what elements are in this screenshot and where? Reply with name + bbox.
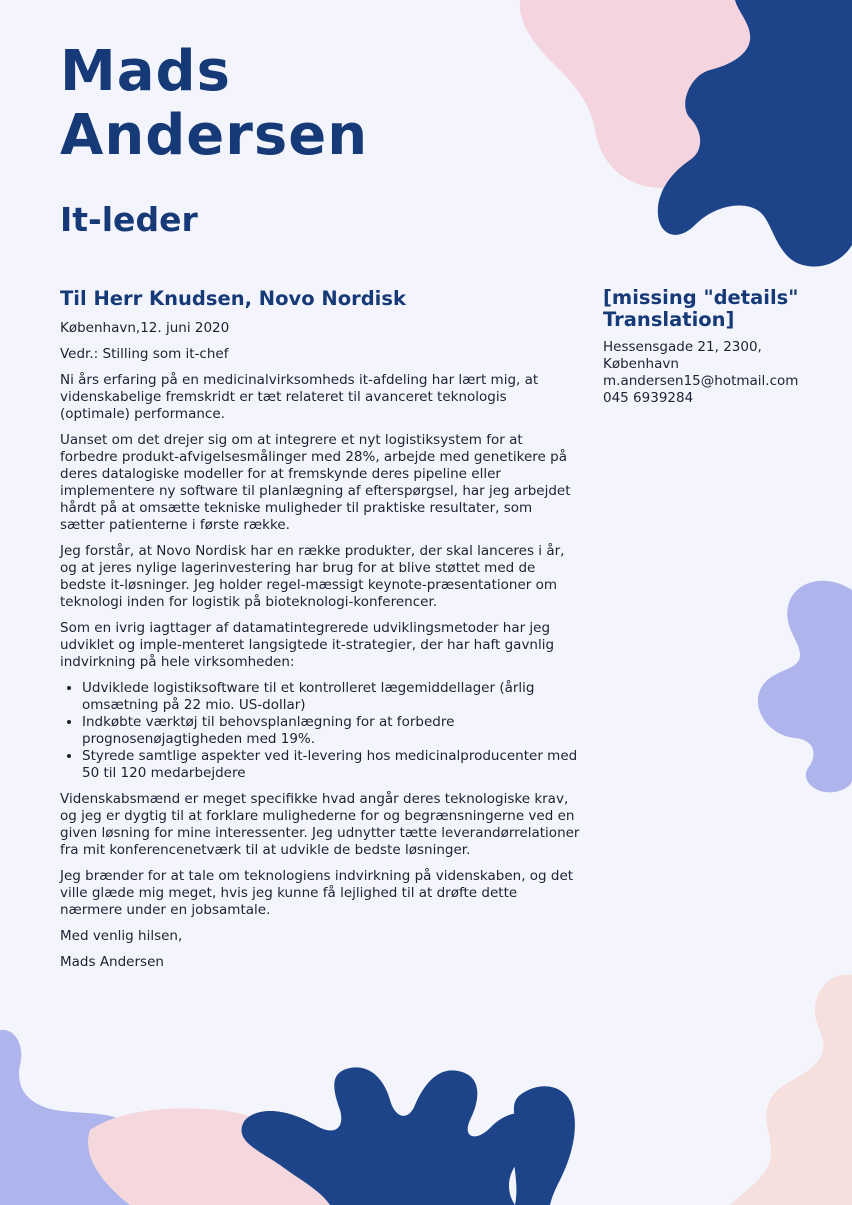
email: m.andersen15@hotmail.com — [603, 373, 799, 389]
peach-blob-bottom-right — [730, 975, 852, 1205]
subject-line: Vedr.: Stilling som it-chef — [60, 346, 229, 362]
achievement-item: • Styrede samtlige aspekter ved it-levering hos medicinalproducenter med 50 til 120 medarbejdere — [82, 748, 580, 782]
navy-blob-bottom-2 — [514, 1086, 575, 1205]
paragraph: Videnskabsmænd er meget specifikke hvad angår deres teknologiske krav, og jeg er dygtig til at forklare mulighederne for og begrænsningerne ved en given løsning for mine interessenter. Jeg udnytter tætte leverandørrelationer fra mit konferencenetværk til at udvikle de bedste løsninger. — [60, 791, 580, 858]
navy-blob-top — [658, 0, 852, 267]
lavender-blob-right — [758, 581, 852, 793]
navy-blob-bottom — [242, 1067, 539, 1205]
place-date: København,12. juni 2020 — [60, 320, 230, 336]
paragraph: Som en ivrig iagttager af datamatintegrerede udviklingsmetoder har jeg udviklet og imple-menteret langsigtede it-strategier, der har haft gavnlig indvirkning på hele virksomheden: — [60, 620, 555, 670]
cover-letter-body — [60, 286, 580, 980]
job-title: It-leder — [60, 200, 198, 239]
contact-details — [603, 287, 803, 407]
achievement-item: • Udviklede logistiksoftware til et kontrolleret lægemiddellager (årlig omsætning på 22 mio. US-dollar) — [82, 680, 580, 714]
applicant-name — [60, 40, 368, 168]
recipient-heading: Til Herr Knudsen, Novo Nordisk — [60, 287, 406, 310]
pink-blob-top — [520, 0, 826, 188]
address: Hessensgade 21, 2300, København — [603, 339, 762, 372]
peach-blob-bottom-left — [88, 1108, 330, 1205]
first-name: Mads — [60, 39, 231, 104]
paragraph: Jeg forstår, at Novo Nordisk har en række produkter, der skal lanceres i år, og at jeres nylige lagerinvestering har brug for at blive støttet med de bedste it-løsninger. Jeg holder regel-mæssigt keynote-præsentationer om teknologi inden for logistik på bioteknologi-konferencer. — [60, 543, 565, 610]
paragraph: Jeg brænder for at tale om teknologiens indvirkning på videnskaben, og det ville glæde mig meget, hvis jeg kunne få lejlighed til at drøfte dette nærmere under en jobsamtale. — [60, 868, 574, 918]
contact-heading: [missing "details" Translation] — [603, 286, 799, 331]
phone: 045 6939284 — [603, 390, 694, 406]
paragraph: Ni års erfaring på en medicinalvirksomheds it-afdeling har lært mig, at videnskabelige fremskridt er tæt relateret til avanceret teknologis (optimale) performance. — [60, 372, 539, 422]
last-name: Andersen — [60, 103, 369, 168]
signature: Mads Andersen — [60, 954, 164, 970]
paragraph: Uanset om det drejer sig om at integrere et nyt logistiksystem for at forbedre produkt-afvigelsesmålinger med 28%, arbejde med genetikere på deres datalogiske modeller for at fremskynde deres pipeline eller implementere ny software til planlægning af efterspørgsel, har jeg arbejdet hårdt på at omsætte tekniske muligheder til praktiske resultater, som sætter patienterne i første række. — [60, 432, 571, 533]
achievements-list — [60, 680, 580, 782]
lavender-blob-bottom-left — [0, 1030, 300, 1205]
achievement-item: • Indkøbte værktøj til behovsplanlægning for at forbedre prognosenøjagtigheden med 19%. — [82, 714, 580, 748]
closing: Med venlig hilsen, — [60, 928, 183, 944]
